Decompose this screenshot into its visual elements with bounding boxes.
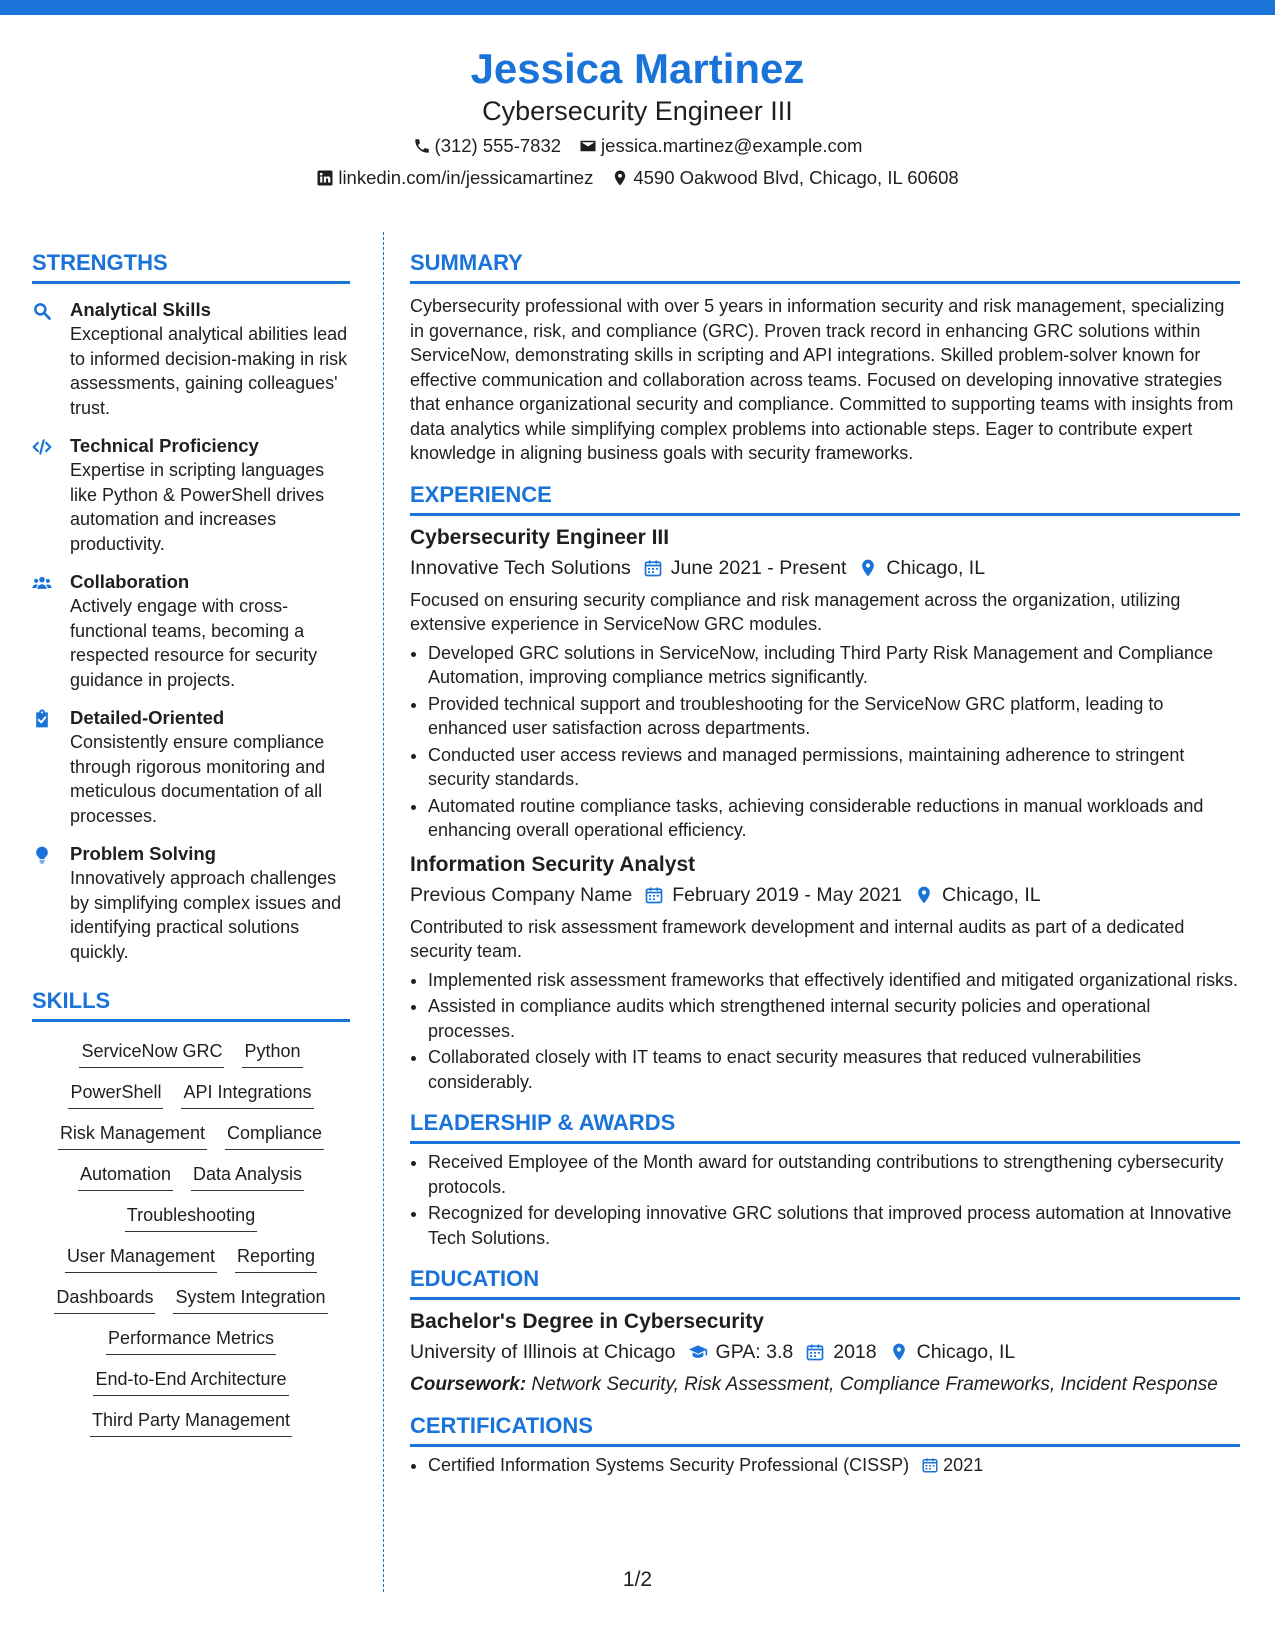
strength-desc: Exceptional analytical abilities lead to informed decision-making in risk assessments, gaining colleagues' trust. xyxy=(70,324,348,418)
skill-tag: Data Analysis xyxy=(191,1161,304,1191)
strength-desc: Actively engage with cross-functional teams, becoming a respected resource for security guidance in projects. xyxy=(70,596,318,690)
top-accent-bar xyxy=(0,0,1275,15)
address-text: 4590 Oakwood Blvd, Chicago, IL 60608 xyxy=(633,167,959,188)
linkedin-contact[interactable] xyxy=(316,166,593,190)
degree-title: Bachelor's Degree in Cybersecurity xyxy=(410,1310,764,1333)
strength-item xyxy=(32,570,350,692)
skill-tag: Performance Metrics xyxy=(106,1325,276,1355)
skill-tag: API Integrations xyxy=(181,1079,313,1109)
column-divider xyxy=(383,232,384,1592)
resume-header xyxy=(0,40,1275,190)
job-location: Chicago, IL xyxy=(941,883,1041,906)
address-contact xyxy=(611,166,958,190)
education-meta xyxy=(410,1338,1240,1366)
skill-tag: Automation xyxy=(78,1161,173,1191)
strength-item xyxy=(32,434,350,556)
certification-list xyxy=(410,1453,1240,1478)
experience-heading: EXPERIENCE xyxy=(410,480,1240,516)
strengths-heading: STRENGTHS xyxy=(32,248,350,284)
list-item: • Automated routine compliance tasks, achieving considerable reductions in manual workloads and enhancing overall operational efficiency. xyxy=(428,794,1240,843)
skill-tag: End-to-End Architecture xyxy=(93,1366,288,1396)
skill-tag: Compliance xyxy=(225,1120,324,1150)
skill-tag: ServiceNow GRC xyxy=(79,1038,224,1068)
linkedin-text[interactable]: linkedin.com/in/jessicamartinez xyxy=(338,167,594,188)
strength-desc: Consistently ensure compliance through rigorous monitoring and meticulous documentation of all processes. xyxy=(70,732,326,826)
skill-tag: Troubleshooting xyxy=(125,1202,257,1232)
envelope-icon xyxy=(579,137,597,155)
calendar-icon xyxy=(644,885,664,905)
gpa: GPA: 3.8 xyxy=(715,1341,794,1363)
summary-text: Cybersecurity professional with over 5 years in information security and risk management, specializing in governance, risk, and compliance (GRC). Proven track record in enhancing GRC solutions within ServiceNow, demonstrating skills in scripting and API integrations. Skilled problem-solver known for effective communication and collaboration across teams. Focused on developing innovative strategies that enhance organizational security and compliance. Committed to supporting teams with insights from data analytics while simplifying complex problems into actionable steps. Eager to contribute expert knowledge in aligning business goals with security frameworks. xyxy=(410,296,1234,463)
skill-row xyxy=(58,1120,324,1150)
list-item: • Assisted in compliance audits which strengthened internal security policies and operational processes. xyxy=(428,994,1240,1043)
email-text[interactable]: jessica.martinez@example.com xyxy=(601,135,863,156)
candidate-name: Jessica Martinez xyxy=(470,45,805,92)
skill-row xyxy=(106,1325,276,1355)
school-location: Chicago, IL xyxy=(916,1341,1016,1363)
phone-contact xyxy=(413,134,562,158)
job-company: Previous Company Name xyxy=(410,883,633,906)
certifications-heading: CERTIFICATIONS xyxy=(410,1411,1240,1447)
job-entry xyxy=(410,851,1240,1095)
strength-desc: Innovatively approach challenges by simplifying complex issues and identifying practical solutions quickly. xyxy=(70,868,342,962)
skill-tag: User Management xyxy=(65,1243,217,1273)
certification-name: • Certified Information Systems Security Professional (CISSP) xyxy=(428,1455,910,1475)
linkedin-icon xyxy=(316,169,334,187)
map-pin-icon xyxy=(889,1342,909,1362)
job-location: Chicago, IL xyxy=(886,556,986,579)
job-entry xyxy=(410,524,1240,843)
users-icon xyxy=(32,573,52,593)
map-pin-icon xyxy=(611,169,629,187)
skill-row xyxy=(79,1038,302,1068)
job-title: Cybersecurity Engineer III xyxy=(410,525,670,549)
search-icon xyxy=(32,301,52,321)
leadership-heading: LEADERSHIP & AWARDS xyxy=(410,1108,1240,1144)
job-bullets xyxy=(410,641,1240,843)
skill-row xyxy=(54,1284,327,1314)
clipboard-check-icon xyxy=(32,709,52,729)
list-item: • Developed GRC solutions in ServiceNow, including Third Party Risk Management and Compliance Automation, improving compliance metrics significantly. xyxy=(428,641,1240,690)
leadership-bullets xyxy=(410,1150,1240,1250)
skill-tag: PowerShell xyxy=(68,1079,163,1109)
skill-tag: Dashboards xyxy=(54,1284,155,1314)
candidate-title: Cybersecurity Engineer III xyxy=(482,96,793,126)
summary-heading: SUMMARY xyxy=(410,248,1240,284)
right-column xyxy=(410,248,1240,1478)
skill-tag: System Integration xyxy=(173,1284,327,1314)
contact-row-1 xyxy=(0,134,1275,158)
job-meta xyxy=(410,881,1240,909)
skill-row xyxy=(68,1079,313,1109)
list-item xyxy=(428,1453,1240,1478)
skill-tag: Third Party Management xyxy=(90,1407,292,1437)
certification-year: 2021 xyxy=(943,1455,984,1475)
calendar-icon xyxy=(805,1342,825,1362)
coursework-text: Network Security, Risk Assessment, Compliance Frameworks, Incident Response xyxy=(531,1374,1218,1395)
email-contact[interactable] xyxy=(579,134,862,158)
skill-row xyxy=(65,1243,317,1273)
skills-list xyxy=(32,1038,350,1437)
education-heading: EDUCATION xyxy=(410,1264,1240,1300)
strength-title: Analytical Skills xyxy=(70,299,211,320)
skill-row xyxy=(78,1161,304,1191)
graduation-year: 2018 xyxy=(833,1341,877,1363)
job-bullets xyxy=(410,968,1240,1095)
job-dates: June 2021 - Present xyxy=(670,556,847,579)
skill-tag: Reporting xyxy=(235,1243,317,1273)
strength-desc: Expertise in scripting languages like Python & PowerShell drives automation and increases productivity. xyxy=(70,460,325,554)
job-title: Information Security Analyst xyxy=(410,852,696,876)
contact-row-2 xyxy=(0,166,1275,190)
strength-title: Problem Solving xyxy=(70,843,216,864)
school-name: University of Illinois at Chicago xyxy=(410,1341,676,1363)
calendar-icon xyxy=(643,558,663,578)
skills-heading: SKILLS xyxy=(32,986,350,1022)
skill-row xyxy=(125,1202,257,1232)
phone-icon xyxy=(413,137,431,155)
skill-tag: Risk Management xyxy=(58,1120,207,1150)
coursework-label: Coursework: xyxy=(410,1374,527,1395)
calendar-icon xyxy=(921,1456,939,1474)
job-description: Focused on ensuring security compliance and risk management across the organization, utilizing extensive experience in ServiceNow GRC modules. xyxy=(410,589,1181,634)
strength-item xyxy=(32,842,350,964)
graduation-cap-icon xyxy=(688,1342,708,1362)
strength-title: Detailed-Oriented xyxy=(70,707,225,728)
job-meta xyxy=(410,554,1240,582)
job-company: Innovative Tech Solutions xyxy=(410,556,631,579)
strength-title: Collaboration xyxy=(70,571,190,592)
skill-row xyxy=(90,1407,292,1437)
list-item: • Received Employee of the Month award for outstanding contributions to strengthening cybersecurity protocols. xyxy=(428,1150,1240,1199)
list-item: • Collaborated closely with IT teams to enact security measures that reduced vulnerabilities considerably. xyxy=(428,1045,1240,1094)
strength-item xyxy=(32,298,350,420)
job-dates: February 2019 - May 2021 xyxy=(672,883,902,906)
coursework xyxy=(410,1372,1240,1397)
list-item: • Recognized for developing innovative GRC solutions that improved process automation at Innovative Tech Solutions. xyxy=(428,1201,1240,1250)
lightbulb-icon xyxy=(32,845,52,865)
list-item: • Provided technical support and troubleshooting for the ServiceNow GRC platform, leading to enhanced user satisfaction across departments. xyxy=(428,692,1240,741)
job-description: Contributed to risk assessment framework development and internal audits as part of a dedicated security team. xyxy=(410,916,1185,961)
strength-title: Technical Proficiency xyxy=(70,435,259,456)
phone-text: (312) 555-7832 xyxy=(434,135,562,156)
list-item: • Implemented risk assessment frameworks that effectively identified and mitigated organizational risks. xyxy=(428,968,1240,993)
map-pin-icon xyxy=(914,885,934,905)
skill-tag: Python xyxy=(242,1038,302,1068)
left-column xyxy=(32,248,350,1437)
list-item: • Conducted user access reviews and managed permissions, maintaining adherence to stringent security standards. xyxy=(428,743,1240,792)
code-icon xyxy=(32,437,52,457)
strength-item xyxy=(32,706,350,828)
map-pin-icon xyxy=(858,558,878,578)
page-number: 1/2 xyxy=(622,1568,653,1591)
skill-row xyxy=(93,1366,288,1396)
